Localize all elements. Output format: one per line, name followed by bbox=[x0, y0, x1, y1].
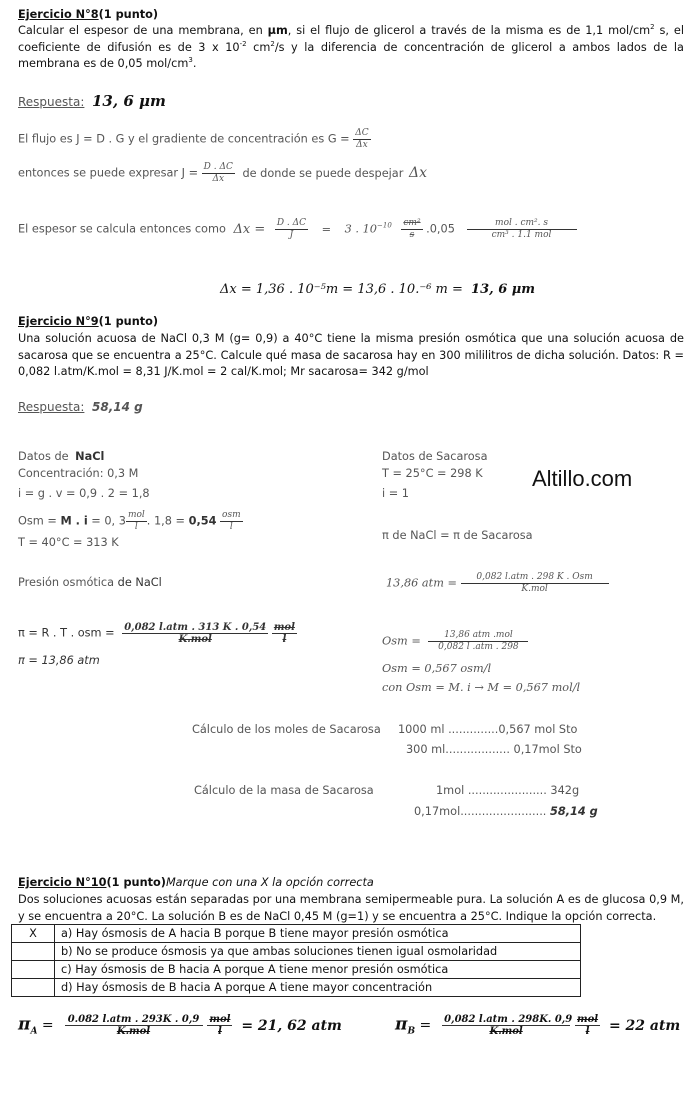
ex9-nacl-osm-frac-num: mol bbox=[127, 510, 145, 520]
ex8-clear-text: de donde se puede despejar bbox=[242, 166, 404, 180]
ex10-heading bbox=[18, 876, 374, 889]
ex9-nacl-title-b: NaCl bbox=[75, 450, 105, 463]
ex10-piA-lhs: π bbox=[18, 1014, 31, 1035]
table-row bbox=[12, 925, 581, 943]
ex9-nacl-osm-frac2-den: l bbox=[229, 522, 233, 532]
ex8-statement-c: s, el coeficiente de difusión es de 3 x 10 bbox=[18, 24, 685, 54]
ex10-points: (1 punto) bbox=[106, 876, 166, 889]
ex9-sac-i: i = 1 bbox=[382, 487, 409, 500]
ex10-piB-num: 0,082 l.atm . 298K. 0,9 bbox=[444, 1014, 573, 1025]
ex9-nacl-t: T = 40°C = 313 K bbox=[18, 536, 119, 549]
ex8-calc-eq: = bbox=[321, 222, 332, 236]
table-row bbox=[12, 979, 581, 997]
ex9-pi-den: K.mol bbox=[178, 634, 212, 645]
ex9-statement: Una solución acuosa de NaCl 0,3 M (g= 0,9) a 40°C tiene la misma presión osmótica que una solución acuosa de sacarosa que se encuentra a 25°C. Calcule qué masa de sacarosa hay en 300 mililitros de dicha solución. Datos: R = 0,082 l.atm/K.mol = 8,31 J/K.mol = 2 cal/K.mol; Mr sacarosa= 342 g/mol bbox=[18, 332, 684, 378]
ex9-sac-eq-num: 0,082 l.atm . 298 K . Osm bbox=[461, 572, 609, 584]
ex8-thickness-line bbox=[18, 218, 577, 241]
ex9-nacl-osm-b: M . i bbox=[60, 514, 88, 528]
option-c-text: c) Hay ósmosis de B hacia A porque A tiene menor presión osmótica bbox=[55, 961, 581, 979]
ex8-calc-num3: mol . cm². s bbox=[467, 218, 577, 230]
ex8-express-line bbox=[18, 162, 427, 185]
ex9-sac-eq-frac bbox=[461, 572, 609, 595]
ex9-nacl-osm-frac-den: l bbox=[134, 522, 138, 532]
ex10-options-table bbox=[11, 924, 581, 997]
table-row bbox=[12, 943, 581, 961]
ex8-statement-b: , si el flujo de glicerol a través de la misma es de 1,1 mol/cm bbox=[287, 24, 651, 37]
ex9-pi-frac2 bbox=[272, 622, 297, 645]
ex9-points: (1 punto) bbox=[98, 315, 159, 328]
ex8-sup-c: 2 bbox=[270, 39, 275, 48]
option-a-mark-cell[interactable]: X bbox=[12, 925, 55, 943]
ex8-answer-label: Respuesta: bbox=[18, 95, 85, 109]
ex9-osm-den: 0,082 l .atm . 298 bbox=[438, 642, 519, 652]
ex10-title: Ejercicio N°10 bbox=[18, 876, 107, 889]
option-d-mark-cell[interactable] bbox=[12, 979, 55, 997]
ex9-osm-result: Osm = 0,567 osm/l bbox=[382, 662, 492, 675]
ex9-nacl-osm-d: . 1,8 = bbox=[146, 514, 189, 528]
ex9-nacl-title bbox=[18, 450, 104, 463]
ex9-osm-frac bbox=[428, 630, 528, 653]
option-b-text: b) No se produce ósmosis ya que ambas soluciones tienen igual osmolaridad bbox=[55, 943, 581, 961]
ex8-calc-exp: −10 bbox=[377, 221, 392, 230]
ex9-mass-line1: 1mol ...................... 342g bbox=[436, 784, 580, 797]
ex8-grad-den: Δx bbox=[356, 140, 368, 150]
ex8-result-line: Δx = 1,36 . 10⁻⁵m = 13,6 . 10.⁻⁶ m = bbox=[220, 282, 463, 297]
ex9-nacl-title-a: Datos de bbox=[18, 450, 69, 463]
ex8-result-bold: 13, 6 μm bbox=[471, 282, 536, 297]
ex9-sac-eq-den: K.mol bbox=[521, 584, 548, 594]
ex9-moles-line2: 300 ml.................. 0,17mol Sto bbox=[406, 743, 582, 756]
ex8-title: Ejercicio N°8 bbox=[18, 8, 99, 21]
ex8-statement-d: cm bbox=[246, 40, 271, 54]
ex8-delta-x: Δx bbox=[408, 164, 427, 181]
ex8-express-num: D . ΔC bbox=[203, 162, 233, 172]
ex8-express-fraction bbox=[202, 162, 235, 185]
ex8-statement bbox=[18, 23, 684, 73]
ex9-pi-frac bbox=[122, 622, 268, 645]
ex9-nacl-osm-frac bbox=[126, 510, 147, 533]
ex8-calc-den3: cm³ . 1.1 mol bbox=[491, 230, 552, 240]
ex9-heading bbox=[18, 315, 158, 328]
ex10-piB-sub: B bbox=[407, 1026, 416, 1037]
ex10-piA-eq: = bbox=[37, 1017, 54, 1034]
ex8-sup-a: 2 bbox=[650, 23, 655, 32]
ex9-sac-t: T = 25°C = 298 K bbox=[382, 467, 483, 480]
ex8-answer-value: 13, 6 μm bbox=[92, 92, 166, 110]
option-b-mark-cell[interactable] bbox=[12, 943, 55, 961]
ex10-piA-num: 0.082 l.atm . 293K . 0,9 bbox=[65, 1014, 203, 1026]
ex10-piB-frac bbox=[442, 1014, 573, 1037]
ex9-nacl-osm-frac2-num: osm bbox=[222, 510, 241, 520]
ex8-calc-coef: 3 . 10 bbox=[344, 222, 377, 236]
ex10-piA-result: = 21, 62 atm bbox=[241, 1017, 342, 1034]
ex8-statement-f: . bbox=[192, 57, 197, 70]
ex9-pi-result: π = 13,86 atm bbox=[18, 654, 100, 667]
ex8-sup-b: -2 bbox=[239, 39, 247, 48]
ex10-piA-den: K.mol bbox=[116, 1026, 151, 1037]
ex10-statement: Dos soluciones acuosas están separadas por una membrana semipermeable pura. La solución A es de glucosa 0,9 M, y se encuentra a 20°C. La solución B es de NaCl 0,45 M (g=1) y se encuentra a 25°C. Indique la opción correcta. bbox=[18, 893, 684, 923]
ex10-piB-frac2 bbox=[575, 1014, 600, 1037]
ex9-pi-equal: π de NaCl = π de Sacarosa bbox=[382, 529, 533, 542]
option-d-text: d) Hay ósmosis de B hacia A porque A tiene mayor concentración bbox=[55, 979, 581, 997]
ex9-nacl-conc: Concentración: 0,3 M bbox=[18, 467, 139, 480]
table-row bbox=[12, 961, 581, 979]
ex10-piA-frac2 bbox=[207, 1014, 232, 1037]
ex8-calc-num1: D . ΔC bbox=[276, 218, 306, 228]
ex10-piB-eq: = bbox=[415, 1017, 432, 1034]
ex9-nacl-pressure-b: de NaCl bbox=[117, 576, 162, 589]
ex9-nacl-osm bbox=[18, 510, 243, 533]
ex9-nacl-osm-a: Osm = bbox=[18, 514, 61, 528]
brand-watermark: Altillo.com bbox=[532, 466, 633, 491]
ex10-piA-den2: l bbox=[218, 1026, 222, 1037]
ex10-piB-lhs: π bbox=[395, 1014, 408, 1035]
ex9-title: Ejercicio N°9 bbox=[18, 315, 99, 328]
ex8-calc-mid: .0,05 bbox=[426, 222, 455, 236]
ex9-answer-label: Respuesta: bbox=[18, 400, 85, 414]
ex8-answer bbox=[18, 92, 166, 110]
ex10-piB-result: = 22 atm bbox=[608, 1017, 681, 1034]
ex9-mass-line2b: 58,14 g bbox=[549, 805, 598, 818]
ex9-nacl-pressure bbox=[18, 576, 162, 589]
ex8-express-den: Δx bbox=[212, 174, 225, 184]
ex9-pi-formula bbox=[18, 622, 297, 645]
ex8-calc-num2: cm² bbox=[403, 218, 421, 228]
ex9-mass-line2a: 0,17mol........................ bbox=[414, 805, 550, 818]
ex9-moles-label: Cálculo de los moles de Sacarosa bbox=[192, 723, 381, 736]
ex9-mass-line2 bbox=[414, 805, 598, 818]
ex9-osm bbox=[382, 630, 528, 653]
ex10-piB bbox=[395, 1014, 680, 1037]
ex9-answer-value: 58,14 g bbox=[92, 400, 143, 414]
option-c-mark-cell[interactable] bbox=[12, 961, 55, 979]
ex8-express-text: entonces se puede expresar J = bbox=[18, 166, 199, 180]
ex10-instruction: Marque con una X la opción correcta bbox=[165, 876, 374, 889]
ex8-statement-e: /s y la diferencia de concentración de glicerol a ambos lados de la membrana es de 0,05 mol/cm bbox=[18, 40, 684, 70]
ex8-grad-num: ΔC bbox=[355, 128, 369, 138]
ex8-calc-frac2 bbox=[401, 218, 422, 241]
ex8-calc-frac1 bbox=[275, 218, 308, 241]
ex9-pi-num: 0,082 l.atm . 313 K . 0,54 bbox=[124, 622, 267, 633]
ex9-nacl-pressure-a: Presión osmótica bbox=[18, 576, 118, 589]
ex10-piB-num2: mol bbox=[577, 1014, 599, 1025]
ex8-statement-a: Calcular el espesor de una membrana, en bbox=[18, 24, 268, 37]
ex8-heading bbox=[18, 8, 158, 21]
ex8-sup-d: 3 bbox=[188, 56, 193, 65]
ex9-pi-num2: mol bbox=[273, 622, 295, 633]
ex9-osm-lhs: Osm = bbox=[382, 634, 421, 648]
ex9-sac-eq-lhs: 13,86 atm = bbox=[386, 576, 457, 590]
ex9-pi-den2: l bbox=[282, 634, 287, 645]
ex8-thickness-text: El espesor se calcula entonces como bbox=[18, 222, 226, 236]
ex9-answer bbox=[18, 400, 143, 414]
ex9-osm-con: con Osm = M. i → M = 0,567 mol/l bbox=[382, 681, 581, 694]
ex8-calc-den1: J bbox=[289, 230, 294, 240]
ex9-osm-num: 13,86 atm .mol bbox=[428, 630, 528, 642]
ex10-piB-den: K.mol bbox=[489, 1026, 523, 1037]
ex10-piA bbox=[18, 1014, 342, 1037]
ex8-statement-unit: µm bbox=[267, 24, 288, 37]
ex8-calc-lhs: Δx = bbox=[233, 221, 266, 237]
ex8-result bbox=[220, 282, 535, 297]
ex9-nacl-osm-frac2 bbox=[220, 510, 243, 533]
ex9-nacl-osm-c: = 0, 3 bbox=[87, 514, 126, 528]
ex9-pi-formula-text: π = R . T . osm = bbox=[18, 626, 115, 640]
ex10-piA-frac bbox=[65, 1014, 203, 1037]
ex8-flux-line bbox=[18, 128, 371, 151]
ex9-nacl-osm-e: 0,54 bbox=[188, 514, 217, 528]
ex9-mass-label: Cálculo de la masa de Sacarosa bbox=[194, 784, 374, 797]
ex10-piB-den2: l bbox=[585, 1026, 590, 1037]
ex10-piA-num2: mol bbox=[209, 1014, 231, 1025]
ex8-calc-frac3 bbox=[467, 218, 577, 241]
ex8-grad-fraction bbox=[353, 128, 370, 151]
ex9-nacl-i: i = g . v = 0,9 . 2 = 1,8 bbox=[18, 487, 150, 500]
ex8-calc-den2: s bbox=[409, 230, 415, 240]
ex9-sac-title: Datos de Sacarosa bbox=[382, 450, 488, 463]
ex9-sac-eq bbox=[386, 572, 609, 595]
ex9-moles-line1: 1000 ml ..............0,567 mol Sto bbox=[398, 723, 578, 736]
ex10-piA-sub: A bbox=[30, 1026, 38, 1037]
ex8-points: (1 punto) bbox=[98, 8, 159, 21]
ex8-flux-text: El flujo es J = D . G y el gradiente de concentración es G = bbox=[18, 132, 350, 146]
option-a-text: a) Hay ósmosis de A hacia B porque B tiene mayor presión osmótica bbox=[55, 925, 581, 943]
